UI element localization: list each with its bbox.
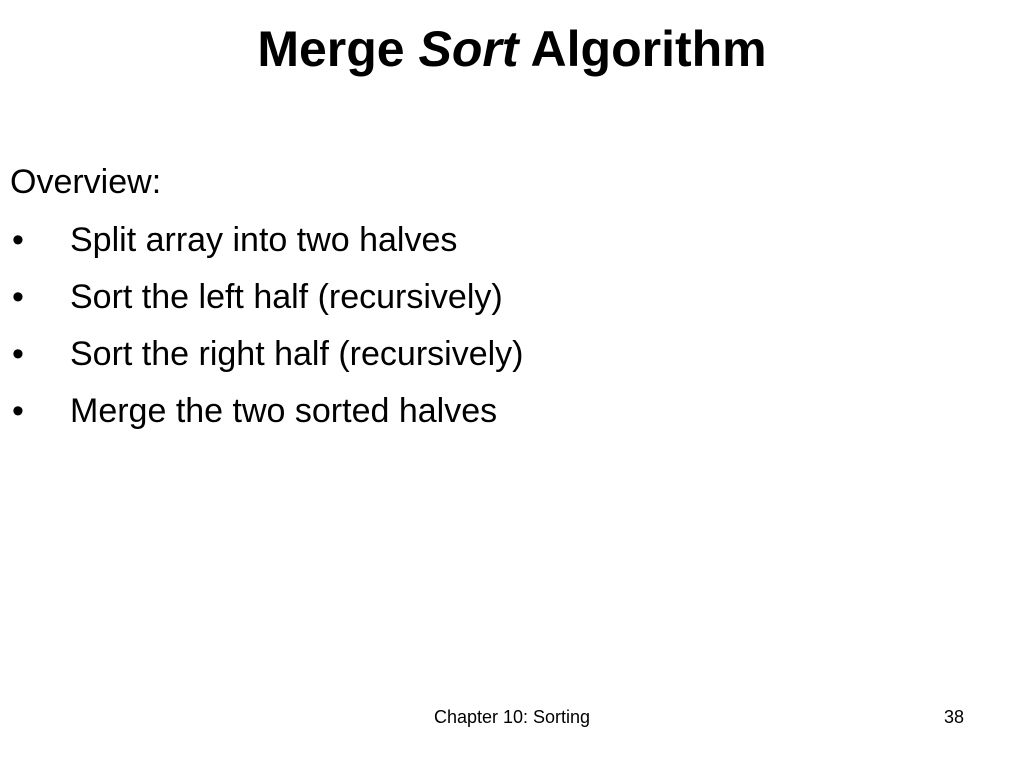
list-item-text: Split array into two halves	[70, 221, 458, 259]
page-number: 38	[943, 707, 964, 727]
slide-title	[0, 18, 1024, 80]
overview-heading: Overview:	[10, 163, 162, 201]
title-text-algorithm: Algorithm	[518, 21, 767, 77]
bullet-icon: •	[12, 278, 24, 316]
bullet-icon: •	[12, 392, 24, 430]
bullet-icon: •	[12, 335, 24, 373]
title-text-sort: Sort	[418, 21, 519, 77]
list-item-text: Sort the left half (recursively)	[70, 278, 503, 316]
list-item-text: Merge the two sorted halves	[70, 392, 498, 430]
footer-chapter: Chapter 10: Sorting	[433, 707, 591, 727]
list-item-text: Sort the right half (recursively)	[70, 335, 524, 373]
title-text-merge: Merge	[257, 21, 419, 77]
bullet-icon: •	[12, 221, 24, 259]
